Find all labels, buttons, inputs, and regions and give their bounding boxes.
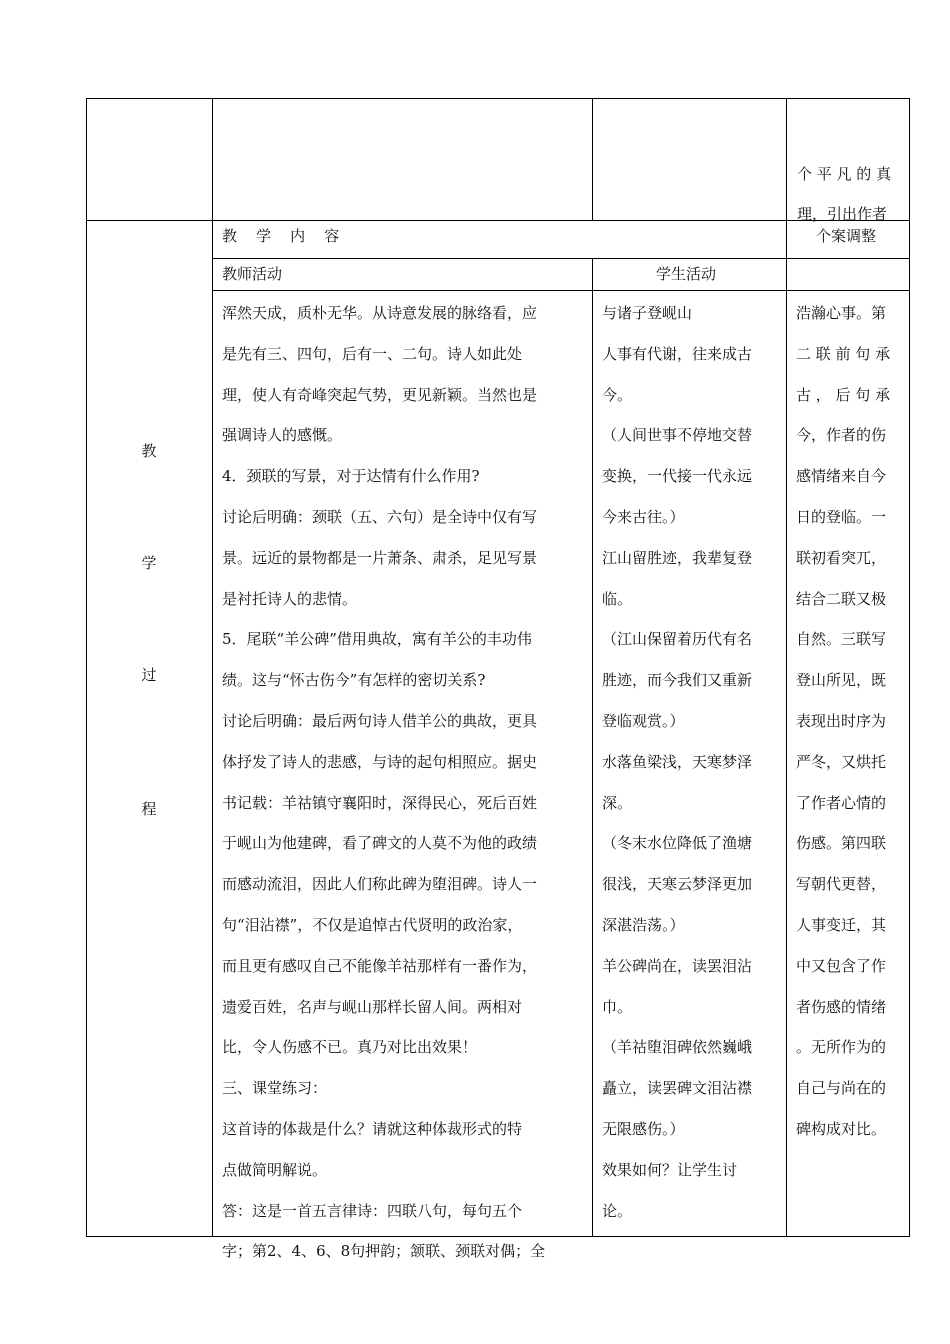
left-border bbox=[86, 98, 87, 1237]
teacher-line: 遗爱百姓，名声与岘山那样长留人间。两相对 bbox=[222, 997, 523, 1016]
col-divider-1 bbox=[212, 98, 213, 1237]
teacher-line: 点做简明解说。 bbox=[222, 1160, 328, 1179]
col-divider-2-top bbox=[592, 98, 593, 220]
left-label-char-4: 程 bbox=[141, 800, 157, 818]
teacher-line: 理，使人有奇峰突起气势，更见新颖。当然也是 bbox=[222, 385, 538, 404]
teacher-line: 强调诗人的感慨。 bbox=[222, 426, 343, 445]
teacher-line: 于岘山为他建碑，看了碑文的人莫不为他的政绩 bbox=[222, 834, 538, 853]
teacher-line: 景。远近的景物都是一片萧条、肃杀，足见写景 bbox=[222, 548, 538, 567]
row-divider-3 bbox=[212, 290, 910, 291]
student-line: 很浅，天寒云梦泽更加 bbox=[602, 875, 753, 894]
student-line: 深。 bbox=[602, 793, 633, 812]
student-line: 临。 bbox=[602, 589, 633, 608]
student-line: 羊公碑尚在，读罢泪沾 bbox=[602, 956, 753, 975]
left-label-char-1: 教 bbox=[141, 442, 157, 460]
teacher-line: 句“泪沾襟”，不仅是追悼古代贤明的政治家， bbox=[222, 915, 523, 934]
student-line: 无限感伤。） bbox=[602, 1119, 685, 1138]
teacher-line: 5．尾联“羊公碑”借用典故，寓有羊公的丰功伟 bbox=[222, 630, 532, 649]
adjust-line: 自然。三联写 bbox=[796, 630, 887, 649]
teacher-line: 比，令人伤感不已。真乃对比出效果！ bbox=[222, 1038, 478, 1057]
top-adjust-fragment-1: 个 平 凡 的 真 bbox=[797, 165, 892, 183]
adjust-line: 了作者心情的 bbox=[796, 793, 887, 812]
teacher-line: 是先有三、四句，后有一、二句。诗人如此处 bbox=[222, 344, 523, 363]
top-adjust-fragment-2: 理，引出作者 bbox=[797, 205, 888, 223]
adjust-line: 登山所见，既 bbox=[796, 671, 887, 690]
teacher-line: 答：这是一首五言律诗：四联八句，每句五个 bbox=[222, 1201, 523, 1220]
adjust-line: 伤感。第四联 bbox=[796, 834, 887, 853]
student-line: 与诸子登岘山 bbox=[602, 304, 693, 322]
student-line: 今来古往。） bbox=[602, 507, 685, 526]
teacher-line: 绩。这与“怀古伤今”有怎样的密切关系? bbox=[222, 671, 486, 690]
student-line: 胜迹，而今我们又重新 bbox=[602, 671, 753, 690]
adjust-line: 自己与尚在的 bbox=[796, 1079, 887, 1098]
teacher-activity-text bbox=[222, 303, 545, 1282]
student-line: （人间世事不停地交替 bbox=[602, 426, 753, 445]
student-line: （羊祜堕泪碑依然巍峨 bbox=[602, 1038, 753, 1057]
teacher-line: 三、课堂练习： bbox=[222, 1079, 328, 1098]
student-activity-heading: 学生活动 bbox=[656, 265, 717, 283]
right-border bbox=[909, 98, 910, 1237]
student-line: 江山留胜迹，我辈复登 bbox=[602, 548, 753, 567]
teacher-line: 书记载：羊祜镇守襄阳时，深得民心，死后百姓 bbox=[222, 793, 538, 812]
adjust-line: 联初看突兀， bbox=[796, 548, 887, 567]
adjust-line: 日的登临。一 bbox=[796, 507, 887, 526]
student-line: 登临观赏。） bbox=[602, 711, 685, 730]
col-divider-3 bbox=[786, 98, 787, 1237]
adjustment-heading: 个案调整 bbox=[816, 227, 877, 245]
teacher-line: 字；第2、4、6、8句押韵；颔联、颈联对偶；全 bbox=[222, 1242, 546, 1261]
teacher-line: 体抒发了诗人的悲感，与诗的起句相照应。据史 bbox=[222, 752, 538, 771]
left-label-char-3: 过 bbox=[141, 666, 157, 684]
adjust-line: 严冬，又烘托 bbox=[796, 752, 887, 771]
student-activity-text bbox=[602, 303, 752, 1241]
student-line: （江山保留着历代有名 bbox=[602, 630, 753, 649]
teacher-line: 而且更有感叹自己不能像羊祜那样有一番作为， bbox=[222, 956, 538, 975]
adjust-line: 人事变迁，其 bbox=[796, 915, 887, 934]
student-line: 巾。 bbox=[602, 997, 633, 1016]
student-line: （冬末水位降低了渔塘 bbox=[602, 834, 753, 853]
teacher-line: 讨论后明确：最后两句诗人借羊公的典故，更具 bbox=[222, 711, 538, 730]
teacher-line: 讨论后明确：颈联（五、六句）是全诗中仅有写 bbox=[222, 507, 538, 526]
student-line: 变换，一代接一代永远 bbox=[602, 467, 753, 486]
student-line: 效果如何？让学生讨 bbox=[602, 1160, 738, 1179]
adjust-line: 古 ， 后 句 承 bbox=[796, 385, 891, 404]
row-divider-2 bbox=[212, 258, 910, 259]
teacher-line: 是衬托诗人的悲情。 bbox=[222, 589, 358, 608]
teacher-activity-heading: 教师活动 bbox=[222, 265, 283, 283]
adjust-line: 者伤感的情绪 bbox=[796, 997, 887, 1016]
adjustment-text bbox=[796, 303, 890, 1160]
student-line: 今。 bbox=[602, 385, 633, 404]
teaching-content-heading: 教 学 内 容 bbox=[222, 227, 340, 245]
adjust-line: 表现出时序为 bbox=[796, 711, 887, 730]
adjust-line: 浩瀚心事。第 bbox=[796, 304, 887, 322]
student-line: 论。 bbox=[602, 1201, 633, 1220]
student-line: 水落鱼梁浅，天寒梦泽 bbox=[602, 752, 753, 771]
teacher-line: 这首诗的体裁是什么？请就这种体裁形式的特 bbox=[222, 1119, 523, 1138]
student-line: 人事有代谢，往来成古 bbox=[602, 344, 753, 363]
adjust-line: 结合二联又极 bbox=[796, 589, 887, 608]
adjust-line: 。无所作为的 bbox=[796, 1038, 887, 1057]
student-line: 深湛浩荡。） bbox=[602, 915, 685, 934]
adjust-line: 感情绪来自今 bbox=[796, 467, 887, 486]
adjust-line: 二 联 前 句 承 bbox=[796, 344, 891, 363]
adjust-line: 写朝代更替， bbox=[796, 875, 887, 894]
col-divider-2 bbox=[592, 258, 593, 1237]
adjust-line: 今，作者的伤 bbox=[796, 426, 887, 445]
adjust-line: 中又包含了作 bbox=[796, 956, 887, 975]
teacher-line: 而感动流泪，因此人们称此碑为堕泪碑。诗人一 bbox=[222, 875, 538, 894]
left-label-char-2: 学 bbox=[141, 554, 157, 572]
teacher-line: 浑然天成，质朴无华。从诗意发展的脉络看，应 bbox=[222, 304, 538, 322]
student-line: 矗立，读罢碑文泪沾襟 bbox=[602, 1079, 753, 1098]
adjust-line: 碑构成对比。 bbox=[796, 1119, 887, 1138]
teacher-line: 4．颈联的写景，对于达情有什么作用? bbox=[222, 467, 480, 486]
